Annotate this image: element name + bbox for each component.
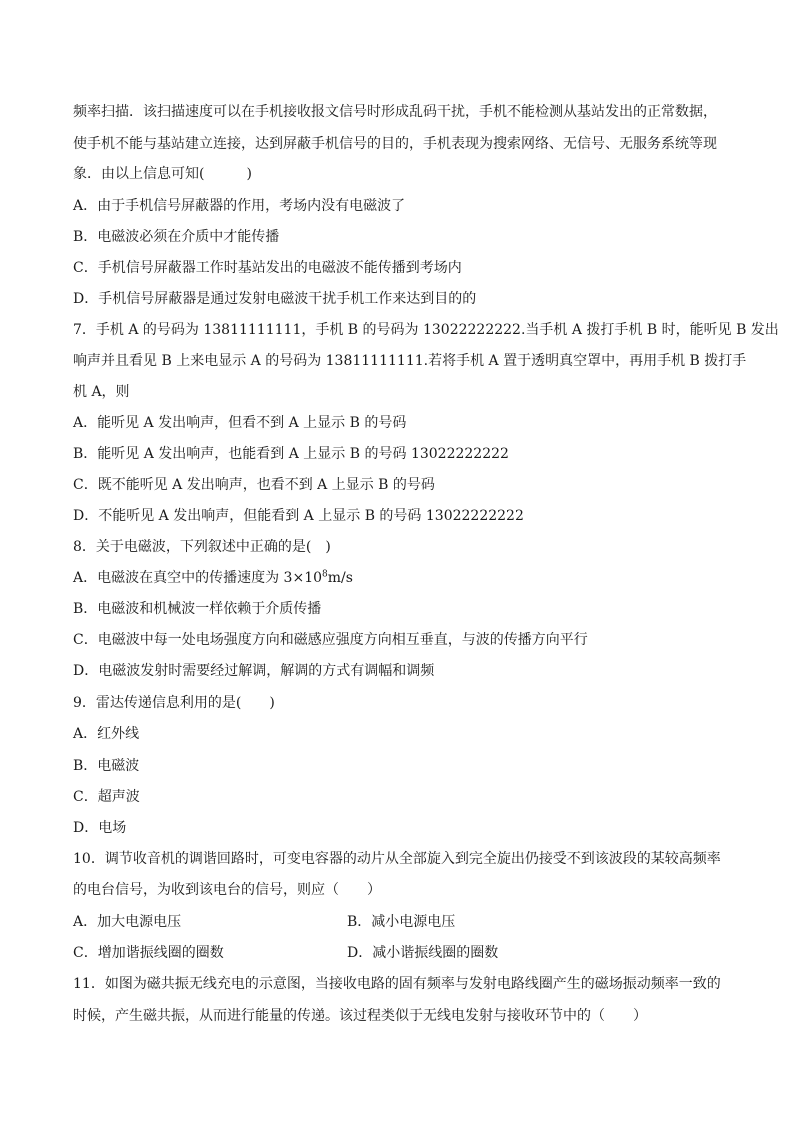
q7-option-b: B．能听见 A 发出响声，也能看到 A 上显示 B 的号码 13022222222 [73, 446, 509, 462]
q8-option-d: D．电磁波发射时需要经过解调，解调的方式有调幅和调频 [73, 663, 435, 679]
q9-option-a: A．红外线 [73, 726, 140, 742]
q10-stem-line-2: 的电台信号，为收到该电台的信号，则应（ ） [73, 882, 381, 898]
q9-option-b: B．电磁波 [73, 758, 140, 774]
q10-stem-line-1: 10．调节收音机的调谐回路时，可变电容器的动片从全部旋入到完全旋出仍接受不到该波段的某较高频率 [73, 851, 721, 867]
q11-stem-line-1: 11．如图为磁共振无线充电的示意图，当接收电路的固有频率与发射电路线圈产生的磁场振动频率一致的 [73, 976, 721, 992]
q7-stem-line-1: 7．手机 A 的号码为 13811111111，手机 B 的号码为 13022222222.当手机 A 拨打手机 B 时，能听见 B 发出 [73, 322, 779, 338]
q6-continuation-line-2: 使手机不能与基站建立连接，达到屏蔽手机信号的目的，手机表现为搜索网络、无信号、无服务系统等现 [73, 136, 717, 152]
q6-option-c: C．手机信号屏蔽器工作时基站发出的电磁波不能传播到考场内 [73, 260, 462, 276]
q10-option-c: C．增加谐振线圈的圈数 [73, 945, 224, 961]
q6-continuation-line-3: 象．由以上信息可知( ) [73, 166, 252, 182]
q10-option-b: B．减小电源电压 [347, 914, 456, 930]
q10-option-d: D．减小谐振线圈的圈数 [347, 945, 499, 961]
q9-option-c: C．超声波 [73, 789, 140, 805]
q8-option-c: C．电磁波中每一处电场强度方向和磁感应强度方向相互垂直，与波的传播方向平行 [73, 632, 588, 648]
q7-option-d: D．不能听见 A 发出响声，但能看到 A 上显示 B 的号码 13022222222 [73, 508, 524, 524]
q6-continuation-line-1: 频率扫描．该扫描速度可以在手机接收报文信号时形成乱码干扰，手机不能检测从基站发出的正常数据， [73, 104, 717, 120]
q11-stem-line-2: 时候，产生磁共振，从而进行能量的传递。该过程类似于无线电发射与接收环节中的（ ） [73, 1008, 647, 1024]
q7-stem-line-3: 机 A，则 [73, 384, 130, 400]
q9-option-d: D．电场 [73, 820, 127, 836]
q8-stem: 8．关于电磁波，下列叙述中正确的是( ) [73, 539, 331, 555]
q6-option-b: B．电磁波必须在介质中才能传播 [73, 229, 280, 245]
q6-option-a: A．由于手机信号屏蔽器的作用，考场内没有电磁波了 [73, 198, 406, 214]
q7-stem-line-2: 响声并且看见 B 上来电显示 A 的号码为 13811111111.若将手机 A 置于透明真空罩中，再用手机 B 拨打手 [73, 353, 747, 369]
q8-option-b: B．电磁波和机械波一样依赖于介质传播 [73, 601, 322, 617]
q10-option-a: A．加大电源电压 [73, 914, 182, 930]
q7-option-c: C．既不能听见 A 发出响声，也看不到 A 上显示 B 的号码 [73, 477, 435, 493]
q7-option-a: A．能听见 A 发出响声，但看不到 A 上显示 B 的号码 [73, 415, 407, 431]
q6-option-d: D．手机信号屏蔽器是通过发射电磁波干扰手机工作来达到目的的 [73, 291, 477, 307]
q8-option-a [73, 568, 353, 588]
q8-option-a-text: A．电磁波在真空中的传播速度为 3×10 [73, 570, 323, 586]
q8-option-a-exponent: 8 [322, 569, 328, 580]
q8-option-a-unit: m/s [327, 570, 353, 586]
q9-stem: 9．雷达传递信息利用的是( ) [73, 695, 275, 711]
